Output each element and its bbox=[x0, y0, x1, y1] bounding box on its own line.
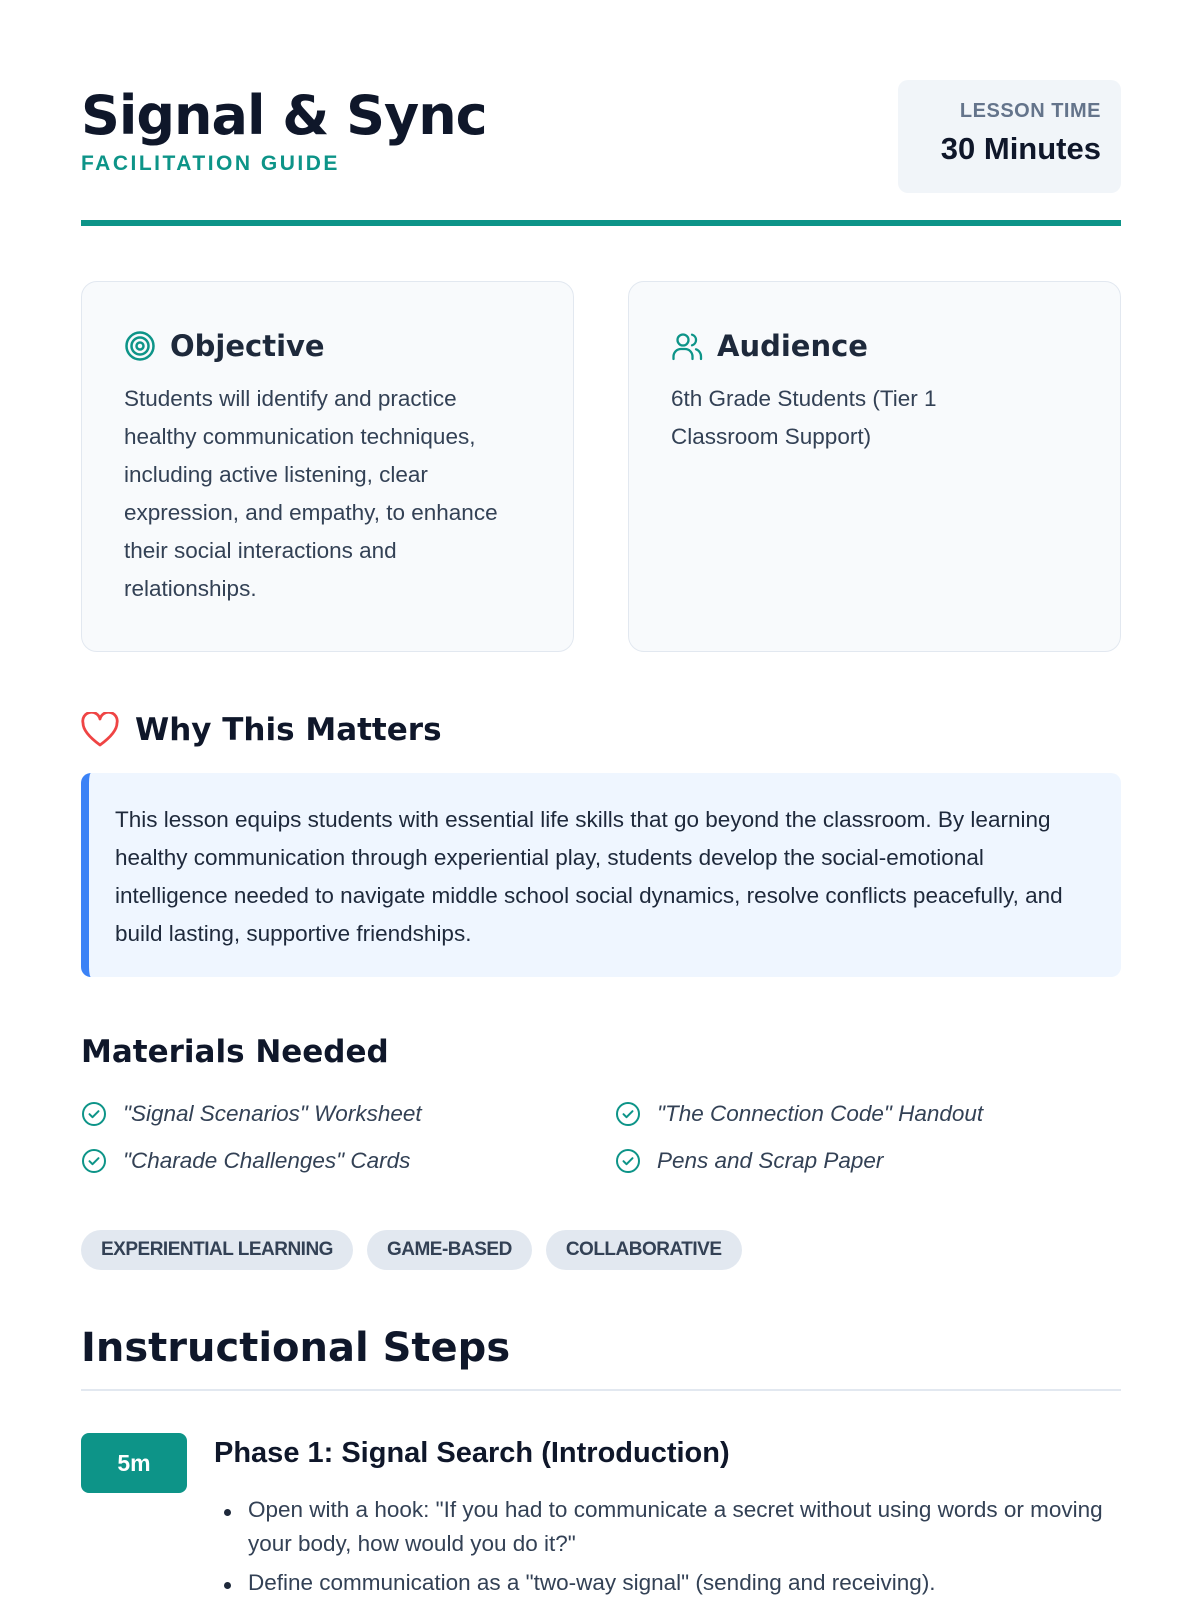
audience-card bbox=[628, 281, 1121, 652]
audience-header bbox=[671, 326, 1080, 366]
material-item bbox=[615, 1099, 983, 1129]
heart-icon bbox=[81, 712, 119, 748]
step-bullet: Open with a hook: "If you had to communicate a secret without using words or moving your body, how would you do it?" bbox=[214, 1493, 1121, 1561]
audience-title: Audience bbox=[717, 329, 868, 363]
target-icon bbox=[124, 330, 156, 362]
check-circle-icon bbox=[81, 1101, 107, 1127]
objective-title: Objective bbox=[170, 329, 325, 363]
lesson-time-box bbox=[898, 80, 1121, 193]
audience-text: 6th Grade Students (Tier 1 Classroom Support) bbox=[671, 386, 937, 449]
objective-text: Students will identify and practice healthy communication techniques, including active listening, clear expression, and empathy, to enhance their social interactions and relationships. bbox=[124, 386, 498, 601]
step-title: Phase 1: Signal Search (Introduction) bbox=[214, 1437, 730, 1469]
lesson-time-value: 30 Minutes bbox=[940, 131, 1101, 166]
why-header bbox=[81, 708, 442, 752]
check-circle-icon bbox=[615, 1148, 641, 1174]
material-item bbox=[81, 1099, 422, 1129]
objective-card bbox=[81, 281, 574, 652]
objective-header bbox=[124, 326, 533, 366]
why-callout: This lesson equips students with essential life skills that go beyond the classroom. By learning healthy communication through experiential play, students develop the social-emotional intelligence needed to navigate middle school social dynamics, resolve conflicts peacefully, and build lasting, supportive friendships. bbox=[81, 773, 1121, 977]
check-circle-icon bbox=[615, 1101, 641, 1127]
tag-experiential-learning: EXPERIENTIAL LEARNING bbox=[81, 1230, 353, 1270]
users-icon bbox=[671, 330, 703, 362]
material-label: "Charade Challenges" Cards bbox=[123, 1148, 411, 1173]
tag-collaborative: COLLABORATIVE bbox=[546, 1230, 742, 1270]
materials-title: Materials Needed bbox=[81, 1034, 389, 1070]
lesson-time-label: LESSON TIME bbox=[959, 100, 1101, 122]
page-header bbox=[81, 80, 1121, 226]
step-duration-badge: 5m bbox=[81, 1433, 187, 1493]
step-bullet-list bbox=[214, 1493, 1121, 1600]
step-bullet: Define communication as a "two-way signal" (sending and receiving). bbox=[214, 1566, 1121, 1600]
material-item bbox=[81, 1146, 410, 1176]
material-item bbox=[615, 1146, 883, 1176]
steps-title: Instructional Steps bbox=[81, 1325, 511, 1371]
material-label: "The Connection Code" Handout bbox=[657, 1101, 984, 1126]
why-title: Why This Matters bbox=[135, 712, 442, 748]
material-label: "Signal Scenarios" Worksheet bbox=[123, 1101, 422, 1126]
tag-game-based: GAME-BASED bbox=[367, 1230, 532, 1270]
page-subtitle: FACILITATION GUIDE bbox=[81, 152, 340, 175]
page-title: Signal & Sync bbox=[81, 84, 487, 147]
check-circle-icon bbox=[81, 1148, 107, 1174]
tag-list bbox=[81, 1230, 756, 1270]
steps-divider bbox=[81, 1389, 1121, 1391]
header-divider bbox=[81, 220, 1121, 226]
material-label: Pens and Scrap Paper bbox=[657, 1148, 884, 1173]
